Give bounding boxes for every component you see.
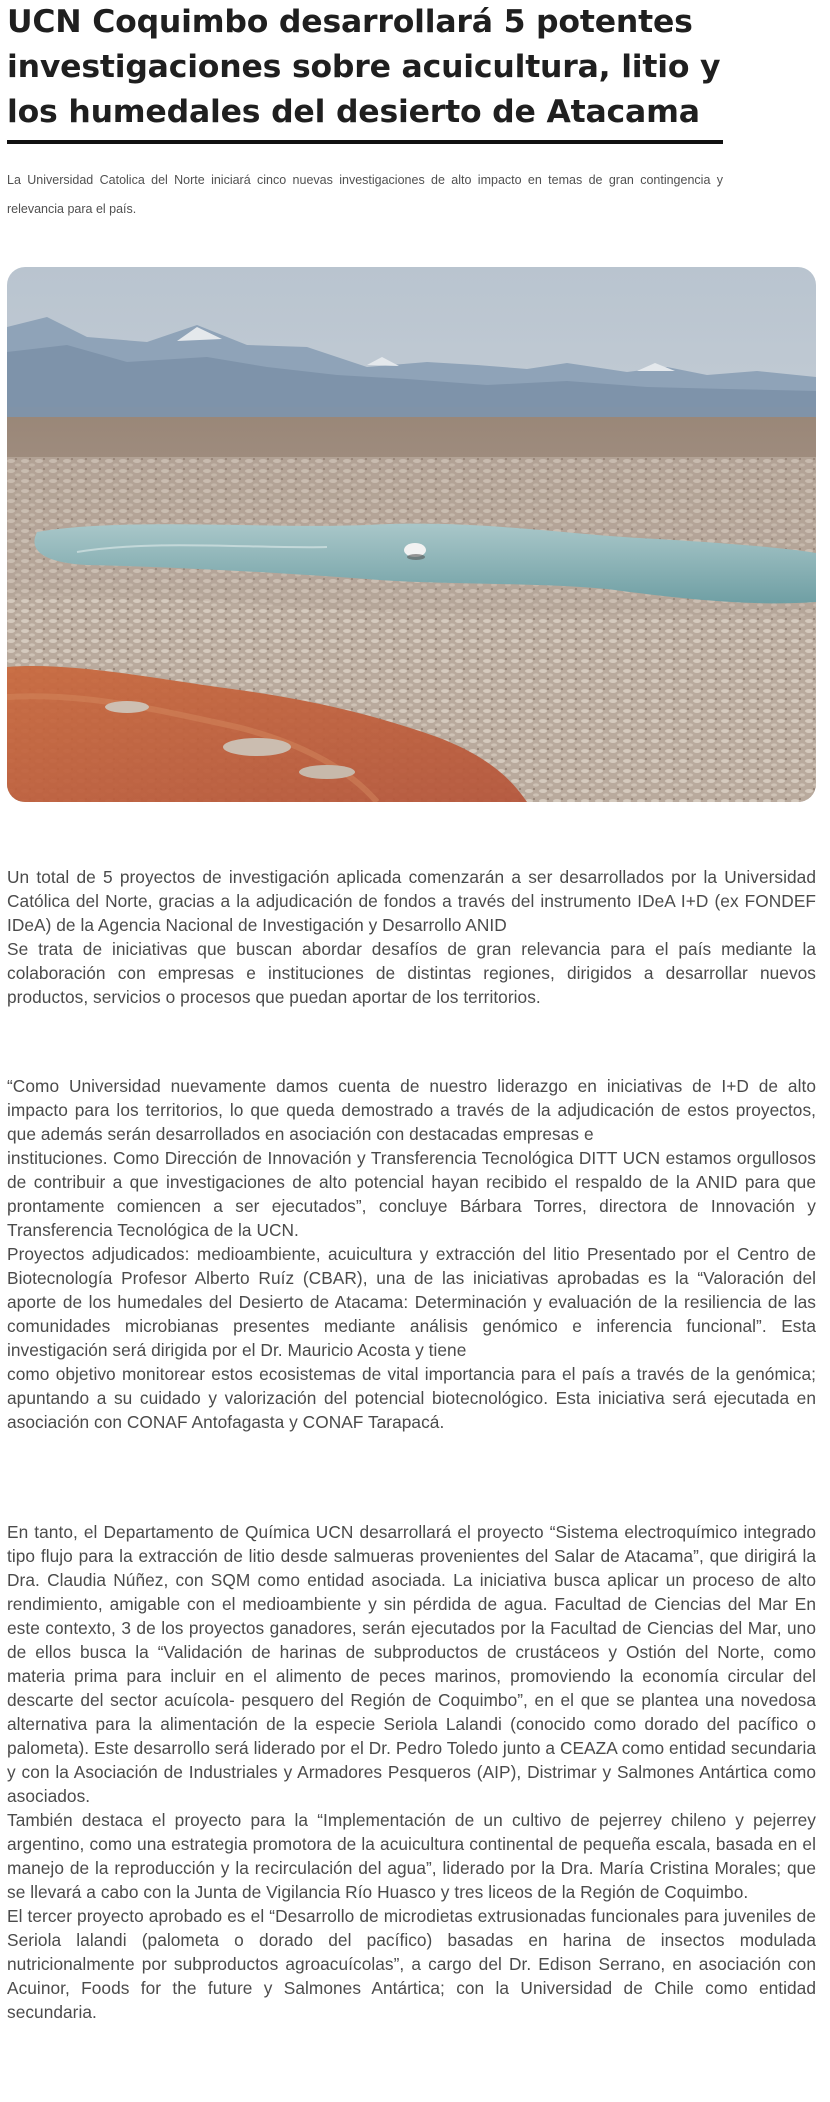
body-section-3 (7, 1520, 816, 2024)
paragraph: En tanto, el Departamento de Química UCN desarrollará el proyecto “Sistema electroquímico integrado tipo flujo para la extracción de litio desde salmueras provenientes del Salar de Atacama”, que dirigirá la Dra. Claudia Núñez, con SQM como entidad asociada. La iniciativa busca aplicar un proceso de alto rendimiento, amigable con el medioambiente y sin pérdida de agua. Facultad de Ciencias del Mar En este contexto, 3 de los proyectos ganadores, serán ejecutados por la Facultad de Ciencias del Mar, uno de ellos busca la “Validación de harinas de subproductos de crustáceos y Ostión del Norte, como materia prima para incluir en el alimento de peces marinos, promoviendo la economía circular del descarte del sector acuícola- pesquero del Región de Coquimbo”, en el que se plantea una novedosa alternativa para la alimentación de la especie Seriola Lalandi (conocido como dorado del pacífico o palometa). Este desarrollo será liderado por el Dr. Pedro Toledo junto a CEAZA como entidad secundaria y con la Asociación de Industriales y Armadores Pesqueros (AIP), Distrimar y Salmones Antártica como asociados. (7, 1522, 816, 1806)
article-lead: La Universidad Catolica del Norte iniciará cinco nuevas investigaciones de alto impacto en temas de gran contingencia y relevancia para el país. (7, 173, 723, 216)
paragraph: También destaca el proyecto para la “Implementación de un cultivo de pejerrey chileno y pejerrey argentino, como una estrategia promotora de la acuicultura continental de pequeña escala, basada en el manejo de la reproducción y la recirculación del agua”, liderado por la Dra. María Cristina Morales; que se llevará a cabo con la Junta de Vigilancia Río Huasco y tres liceos de la Región de Coquimbo. (7, 1810, 816, 1902)
paragraph: Proyectos adjudicados: medioambiente, acuicultura y extracción del litio Presentado por el Centro de Biotecnología Profesor Alberto Ruíz (CBAR), una de las iniciativas aprobadas es la “Valoración del aporte de los humedales del Desierto de Atacama: Determinación y evaluación de la resiliencia de las comunidades microbianas presentes mediante análisis genómico e inferencia funcional”. Esta investigación será dirigida por el Dr. Mauricio Acosta y tiene (7, 1244, 816, 1360)
article-headline: UCN Coquimbo desarrollará 5 potentes investigaciones sobre acuicultura, litio y los humedales del desierto de Atacama (7, 4, 721, 130)
paragraph: “Como Universidad nuevamente damos cuenta de nuestro liderazgo en iniciativas de I+D de alto impacto para los territorios, lo que queda demostrado a través de la adjudicación de estos proyectos, que además serán desarrollados en asociación con destacadas empresas e (7, 1076, 816, 1144)
hero-image (7, 267, 816, 802)
paragraph: instituciones. Como Dirección de Innovación y Transferencia Tecnológica DITT UCN estamos orgullosos de contribuir a que investigaciones de alto potencial hayan recibido el respaldo de la ANID para que prontamente comiencen a ser ejecutados”, concluye Bárbara Torres, directora de Innovación y Transferencia Tecnológica de la UCN. (7, 1148, 816, 1240)
paragraph: Se trata de iniciativas que buscan abordar desafíos de gran relevancia para el país mediante la colaboración con empresas e instituciones de distintas regiones, dirigidos a desarrollar nuevos productos, servicios o procesos que puedan aportar de los territorios. (7, 939, 816, 1007)
paragraph: Un total de 5 proyectos de investigación aplicada comenzarán a ser desarrollados por la Universidad Católica del Norte, gracias a la adjudicación de fondos a través del instrumento IDeA I+D (ex FONDEF IDeA) de la Agencia Nacional de Investigación y Desarrollo ANID (7, 867, 816, 935)
body-section-1 (7, 865, 816, 1009)
headline-divider (7, 140, 723, 144)
paragraph: como objetivo monitorear estos ecosistemas de vital importancia para el país a través de la genómica; apuntando a su cuidado y valorización del potencial biotecnológico. Esta iniciativa será ejecutada en asociación con CONAF Antofagasta y CONAF Tarapacá. (7, 1364, 816, 1432)
body-section-2 (7, 1074, 816, 1434)
paragraph: El tercer proyecto aprobado es el “Desarrollo de microdietas extrusionadas funcionales para juveniles de Seriola lalandi (palometa o dorado del pacífico) basadas en harina de insectos modulada nutricionalmente por subproductos agroacuícolas”, a cargo del Dr. Edison Serrano, en asociación con Acuinor, Foods for the future y Salmones Antártica; con la Universidad de Chile como entidad secundaria. (7, 1906, 816, 2022)
